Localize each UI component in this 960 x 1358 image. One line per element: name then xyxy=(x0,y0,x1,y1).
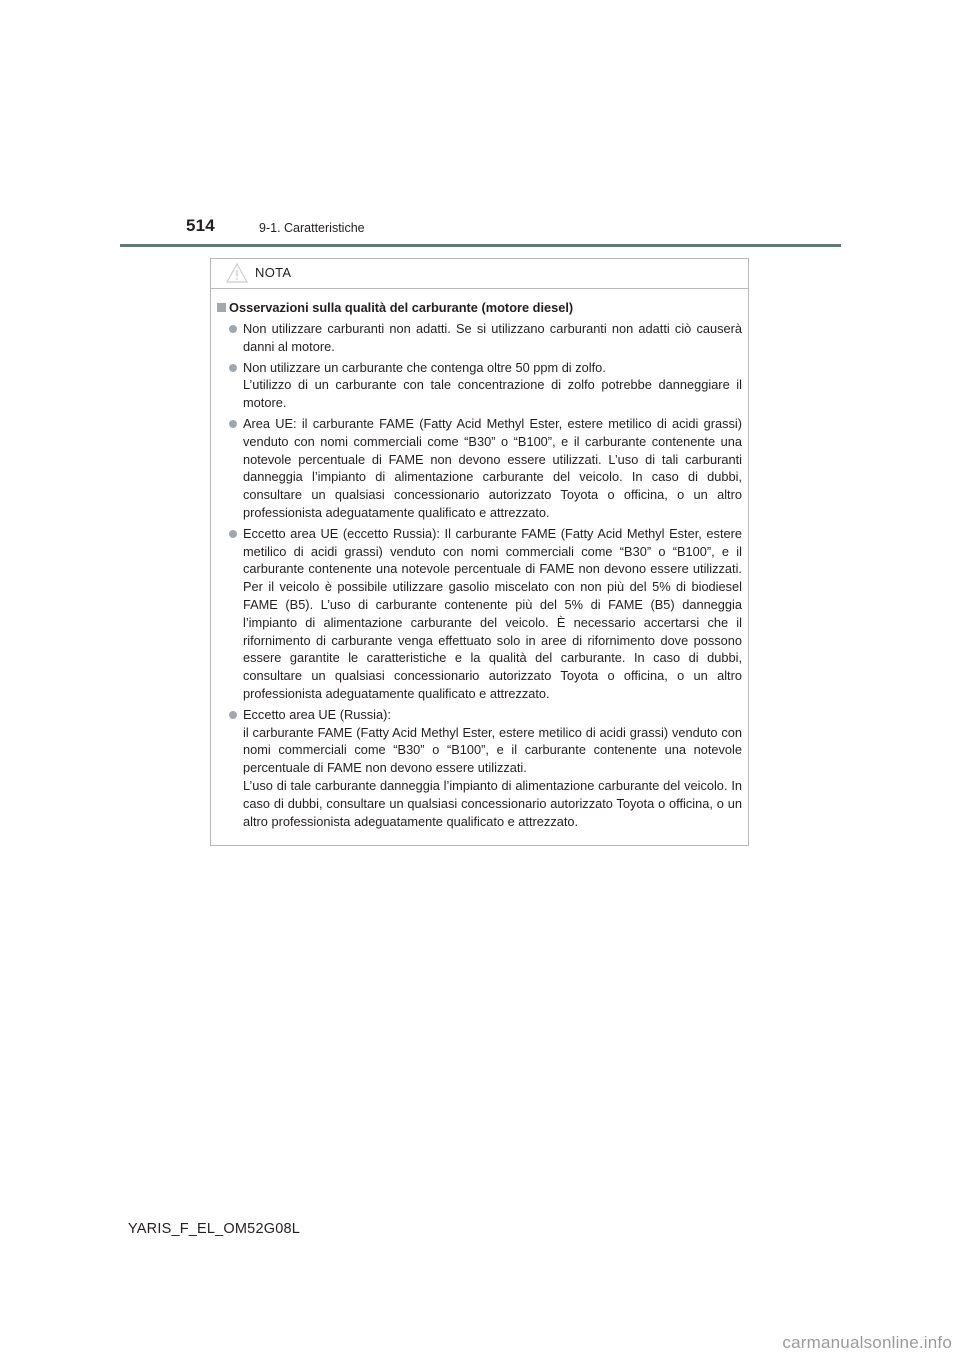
footer-code: YARIS_F_EL_OM52G08L xyxy=(128,1221,300,1237)
section-title: 9-1. Caratteristiche xyxy=(259,221,365,235)
note-item-text: Non utilizzare carburanti non adatti. Se si utilizzano carburanti non adatti ciò causerà danni al motore. xyxy=(243,321,742,354)
watermark: carmanualsonline.info xyxy=(782,1333,952,1352)
note-heading xyxy=(217,299,742,316)
round-bullet-icon xyxy=(229,325,237,333)
square-bullet-icon xyxy=(217,303,226,312)
round-bullet-icon xyxy=(229,420,237,428)
note-item-text: L’uso di tale carburante danneggia l’impianto di alimentazione carburante del veicolo. In caso di dubbi, consultare un qualsiasi concessionario autorizzato Toyota o officina, o un altro professionista adeguatamente qualificato e attrezzato. xyxy=(243,777,742,829)
round-bullet-icon xyxy=(229,364,237,372)
note-items xyxy=(217,320,742,830)
note-item-text: Eccetto area UE (eccetto Russia): Il carburante FAME (Fatty Acid Methyl Ester, estere metilico di acidi grassi) venduto con nomi commerciali come “B30” o “B100”, e il carburante contenente una notevole percentuale di FAME non devono essere utilizzati. Per il veicolo è possibile utilizzare gasolio miscelato con non più del 5% di biodiesel FAME (B5). L’uso di carburante contenente più del 5% di FAME (B5) danneggia l’impianto di alimentazione carburante del veicolo. È necessario accertarsi che il rifornimento di carburante venga effettuato solo in aree di rifornimento dove possono essere garantite le caratteristiche e la qualità del carburante. In caso di dubbi, consultare un qualsiasi concessionario autorizzato Toyota o officina, o un altro professionista adeguatamente qualificato e attrezzato. xyxy=(243,525,742,701)
page-number: 514 xyxy=(186,216,215,235)
note-body xyxy=(211,289,748,830)
note-item-text: il carburante FAME (Fatty Acid Methyl Ester, estere metilico di acidi grassi) venduto con nomi commerciali come “B30” o “B100”, e il carburante contenente una notevole percentuale di FAME non devono essere utilizzati. xyxy=(243,724,742,776)
note-item xyxy=(217,706,742,831)
note-header xyxy=(211,259,748,289)
header-rule xyxy=(120,244,841,247)
note-item-text: Eccetto area UE (Russia): xyxy=(243,706,391,722)
note-item xyxy=(217,320,742,356)
round-bullet-icon xyxy=(229,530,237,538)
note-item-text: L’utilizzo di un carburante con tale concentrazione di zolfo potrebbe danneggiare il motore. xyxy=(243,377,742,411)
note-item xyxy=(217,415,742,522)
note-box xyxy=(210,258,749,846)
round-bullet-icon xyxy=(229,711,237,719)
note-heading-text: Osservazioni sulla qualità del carburante (motore diesel) xyxy=(229,300,574,315)
note-label: NOTA xyxy=(255,265,292,280)
note-item xyxy=(217,359,742,412)
note-item xyxy=(217,525,742,703)
note-item-text: Non utilizzare un carburante che contenga oltre 50 ppm di zolfo. xyxy=(243,359,606,375)
note-item-text: Area UE: il carburante FAME (Fatty Acid Methyl Ester, estere metilico di acidi grassi) venduto con nomi commerciali come “B30” o “B100”, e il carburante contenente una notevole percentuale di FAME non devono essere utilizzati. L’uso di tali carburanti danneggia l’impianto di alimentazione carburante del veicolo. In caso di dubbi, consultare un qualsiasi concessionario autorizzato Toyota o officina, o un altro professionista adeguatamente qualificato e attrezzato. xyxy=(243,415,742,520)
warning-triangle-icon xyxy=(226,263,248,283)
